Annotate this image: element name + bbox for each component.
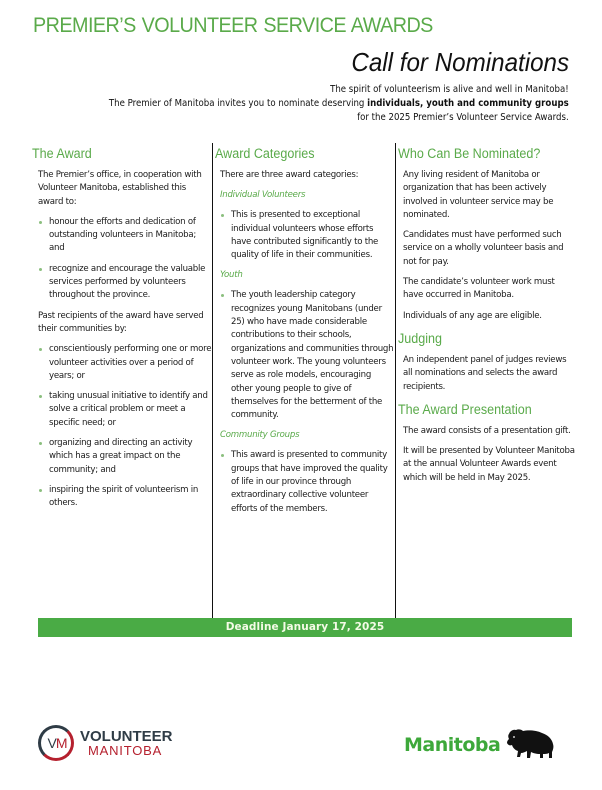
bullet-icon: [39, 395, 42, 398]
bison-icon: [506, 728, 556, 760]
award-presentation-heading: The Award Presentation: [398, 401, 532, 417]
eligibility-paragraph: The candidate’s volunteer work must have occurred in Manitoba.: [403, 277, 555, 301]
vm-wordmark-line2: MANITOBA: [88, 743, 163, 758]
vm-wordmark-line1: VOLUNTEER: [80, 728, 173, 745]
intro-line-1: The spirit of volunteerism is alive and well in Manitoba!: [330, 84, 569, 95]
category-community-heading: Community Groups: [220, 430, 300, 441]
manitoba-logo: [400, 728, 560, 768]
list-item-text: conscientiously performing one or more volunteer activities over a period of years; or: [49, 344, 212, 381]
award-categories-column: [212, 143, 395, 618]
deadline-banner: Deadline January 17, 2025: [38, 618, 572, 637]
intro-line-3: for the 2025 Premier’s Volunteer Service Awards.: [357, 112, 569, 123]
past-recipients-list: [38, 343, 212, 510]
list-item: [38, 437, 212, 477]
eligibility-paragraph: Any living resident of Manitoba or organization that has been actively involved in volunteer service may be nominated.: [403, 170, 554, 220]
list-item: [38, 484, 212, 511]
bullet-icon: [39, 348, 42, 351]
list-item-text: organizing and directing an activity which has a great impact on the community; and: [49, 438, 193, 475]
list-item-text: recognize and encourage the valuable services performed by volunteers throughout the province.: [49, 263, 206, 301]
bullet-icon: [221, 214, 224, 217]
award-categories-intro: There are three award categories:: [220, 170, 359, 180]
category-youth-heading: Youth: [220, 270, 243, 281]
category-community-list: [220, 449, 395, 515]
list-item-text: This is presented to exceptional individual volunteers whose efforts have contributed significantly to the quality of life in their communities.: [231, 210, 379, 261]
who-can-be-nominated-heading: Who Can Be Nominated?: [398, 146, 541, 161]
category-individual-list: [220, 209, 395, 262]
the-award-column: [30, 143, 212, 618]
judging-text: An independent panel of judges reviews all nominations and selects the award recipients.: [403, 354, 567, 392]
eligibility-column: [395, 143, 575, 618]
list-item-text: taking unusual initiative to identify and solve a critical problem or meet a specific need; or: [49, 391, 208, 428]
vm-initial-m: M: [55, 735, 67, 751]
list-item-text: This award is presented to community groups that have improved the quality of life in our province through extraordinary collective volunteer efforts of the members.: [231, 450, 388, 514]
manitoba-wordmark: Manitoba: [404, 734, 501, 756]
list-item-text: The youth leadership category recognizes young Manitobans (under 25) who have made considerable contributions to their schools, organizations and communities through volunteer work. The young volunteers serve as role models, encouraging other young people to give of themselves for the betterment of the community.: [231, 290, 394, 421]
volunteer-manitoba-logo: [38, 723, 188, 763]
list-item: [220, 289, 395, 422]
eligibility-paragraph: Individuals of any age are eligible.: [403, 310, 542, 321]
category-youth-list: [220, 289, 395, 422]
bullet-icon: [39, 221, 42, 224]
vm-initials: [43, 735, 71, 751]
category-individual-heading: Individual Volunteers: [220, 190, 306, 201]
presentation-paragraph: It will be presented by Volunteer Manitoba at the annual Volunteer Awards event which will be held in May 2025.: [403, 446, 575, 483]
intro-line-2-prefix: The Premier of Manitoba invites you to nominate deserving: [109, 98, 368, 109]
presentation-paragraph: The award consists of a presentation gift.: [403, 425, 571, 436]
judging-heading: Judging: [398, 330, 442, 346]
the-award-intro: The Premier’s office, in cooperation with Volunteer Manitoba, established this award to:: [38, 170, 202, 207]
award-goals-list: [38, 216, 212, 303]
list-item: [38, 216, 212, 256]
call-for-nominations-title: Call for Nominations: [351, 47, 569, 77]
list-item-text: honour the efforts and dedication of outstanding volunteers in Manitoba; and: [49, 216, 196, 254]
the-award-heading: The Award: [32, 146, 92, 161]
bullet-icon: [221, 454, 224, 457]
vm-initial-v: V: [47, 735, 56, 751]
main-title: PREMIER’S VOLUNTEER SERVICE AWARDS: [33, 13, 433, 37]
intro-line-2: [109, 97, 569, 111]
past-recipients-intro: Past recipients of the award have served their communities by:: [38, 310, 204, 334]
bullet-icon: [221, 294, 224, 297]
bullet-icon: [39, 268, 42, 271]
list-item: [220, 449, 395, 515]
bullet-icon: [39, 489, 42, 492]
eligibility-paragraph: Candidates must have performed such service on a wholly volunteer basis and not for pay.: [403, 230, 564, 267]
bullet-icon: [39, 442, 42, 445]
list-item: [38, 343, 212, 383]
list-item: [38, 390, 212, 430]
list-item: [220, 209, 395, 262]
award-categories-heading: Award Categories: [215, 146, 315, 161]
intro-text: [109, 83, 569, 125]
list-item-text: inspiring the spirit of volunteerism in others.: [49, 484, 199, 509]
intro-line-2-bold: individuals, youth and community groups: [367, 98, 569, 109]
list-item: [38, 263, 212, 303]
